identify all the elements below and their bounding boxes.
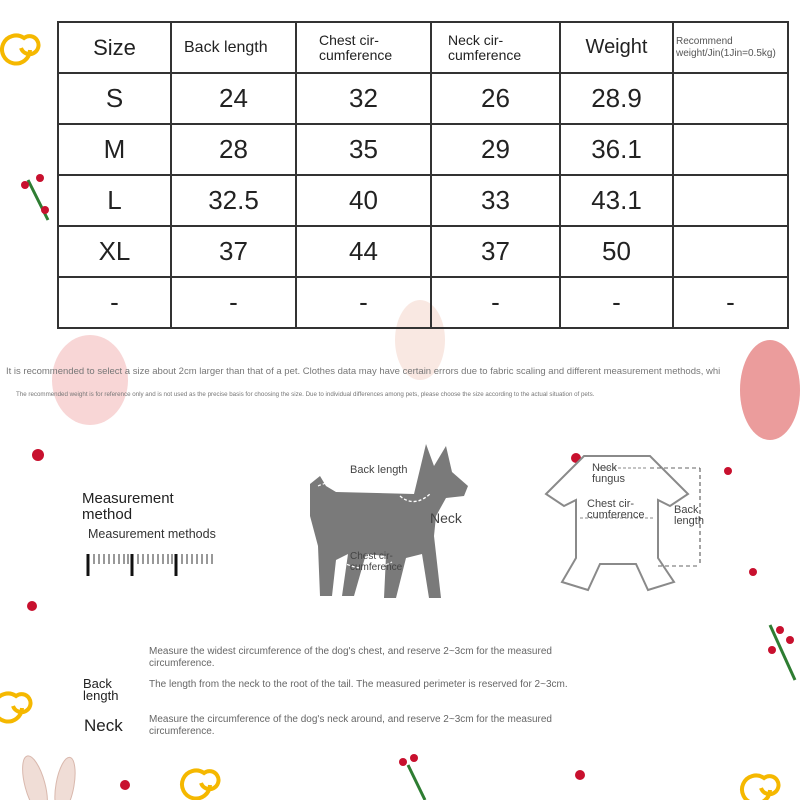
berry-decor (724, 467, 732, 475)
berry-decor (410, 754, 418, 762)
table-cell: - (431, 277, 560, 328)
neck-term: Neck (84, 716, 123, 735)
swirl-decor (0, 693, 31, 721)
chest-description: Measure the widest circumference of the dog's chest, and reserve 2~3cm for the measured circumference. (149, 646, 552, 669)
header-weight: Weight (560, 22, 673, 73)
back-length-term: Back length (83, 676, 119, 703)
bunny-ear-decor (18, 753, 53, 800)
berry-decor (21, 181, 29, 189)
table-row (58, 226, 788, 277)
table-cell: 50 (560, 226, 673, 277)
header-recommend-weight: Recommend weight/Jin(1Jin=0.5kg) (673, 22, 788, 73)
table-cell: 43.1 (560, 175, 673, 226)
branch-decor (408, 765, 425, 800)
header-back-length: Back length (171, 22, 296, 73)
header-neck: Neck cir-cumference (431, 22, 560, 73)
berry-decor (768, 646, 776, 654)
table-row (58, 175, 788, 226)
table-cell: 28 (171, 124, 296, 175)
measurement-method-subtitle: Measurement methods (88, 527, 216, 541)
swirl-decor (742, 775, 779, 800)
coat-neck-label: Neck fungus (592, 462, 626, 485)
table-cell: 29 (431, 124, 560, 175)
table-cell: - (296, 277, 431, 328)
easter-egg-decor (740, 340, 800, 440)
table-cell: L (58, 175, 171, 226)
table-cell: 36.1 (560, 124, 673, 175)
easter-egg-decor (52, 335, 128, 425)
table-cell (673, 175, 788, 226)
size-chart-table (57, 21, 789, 329)
table-cell: 24 (171, 73, 296, 124)
table-cell: - (171, 277, 296, 328)
berry-decor (36, 174, 44, 182)
table-cell: - (560, 277, 673, 328)
bunny-ear-decor (51, 756, 78, 800)
table-cell (673, 73, 788, 124)
berry-decor (786, 636, 794, 644)
berry-decor (399, 758, 407, 766)
swirl-decor (182, 770, 219, 798)
table-cell: - (673, 277, 788, 328)
berry-decor (32, 449, 44, 461)
measurement-method-title: Measurement method (82, 490, 174, 523)
size-note: It is recommended to select a size about 2cm larger than that of a pet. Clothes data may have certain errors due to fabric scaling and different measurement methods, whi (6, 366, 721, 377)
ruler-icon (86, 548, 218, 578)
table-cell: 33 (431, 175, 560, 226)
table-row (58, 124, 788, 175)
coat-chest-label: Chest cir-cumference (587, 498, 645, 521)
table-cell: M (58, 124, 171, 175)
berry-decor (575, 770, 585, 780)
table-cell: - (58, 277, 171, 328)
dog-neck-label: Neck (430, 510, 462, 526)
table-row (58, 277, 788, 328)
table-cell (673, 124, 788, 175)
berry-decor (27, 601, 37, 611)
table-cell: 44 (296, 226, 431, 277)
neck-description: Measure the circumference of the dog's neck around, and reserve 2~3cm for the measured circumference. (149, 714, 552, 737)
weight-note: The recommended weight is for reference only and is not used as the precise basis for choosing the size. Due to individual differences among pets, please choose the size according to the actual situation of pets. (16, 391, 595, 398)
table-cell: S (58, 73, 171, 124)
berry-decor (41, 206, 49, 214)
berry-decor (120, 780, 130, 790)
table-cell: 26 (431, 73, 560, 124)
table-cell: 32 (296, 73, 431, 124)
table-cell: 37 (431, 226, 560, 277)
table-cell (673, 226, 788, 277)
table-cell: 32.5 (171, 175, 296, 226)
dog-back-length-label: Back length (350, 464, 408, 476)
swirl-decor (2, 35, 39, 63)
table-cell: 37 (171, 226, 296, 277)
table-cell: 28.9 (560, 73, 673, 124)
back-length-description: The length from the neck to the root of the tail. The measured perimeter is reserved for 2~3cm. (149, 679, 568, 690)
table-cell: 35 (296, 124, 431, 175)
header-chest: Chest cir-cumference (296, 22, 431, 73)
table-cell: XL (58, 226, 171, 277)
berry-decor (776, 626, 784, 634)
dog-chest-label: Chest cir-cumference (350, 551, 403, 573)
header-size: Size (58, 22, 171, 73)
coat-back-length-label: Back length (674, 504, 704, 527)
table-row (58, 73, 788, 124)
berry-decor (749, 568, 757, 576)
table-cell: 40 (296, 175, 431, 226)
table-header-row (58, 22, 788, 73)
